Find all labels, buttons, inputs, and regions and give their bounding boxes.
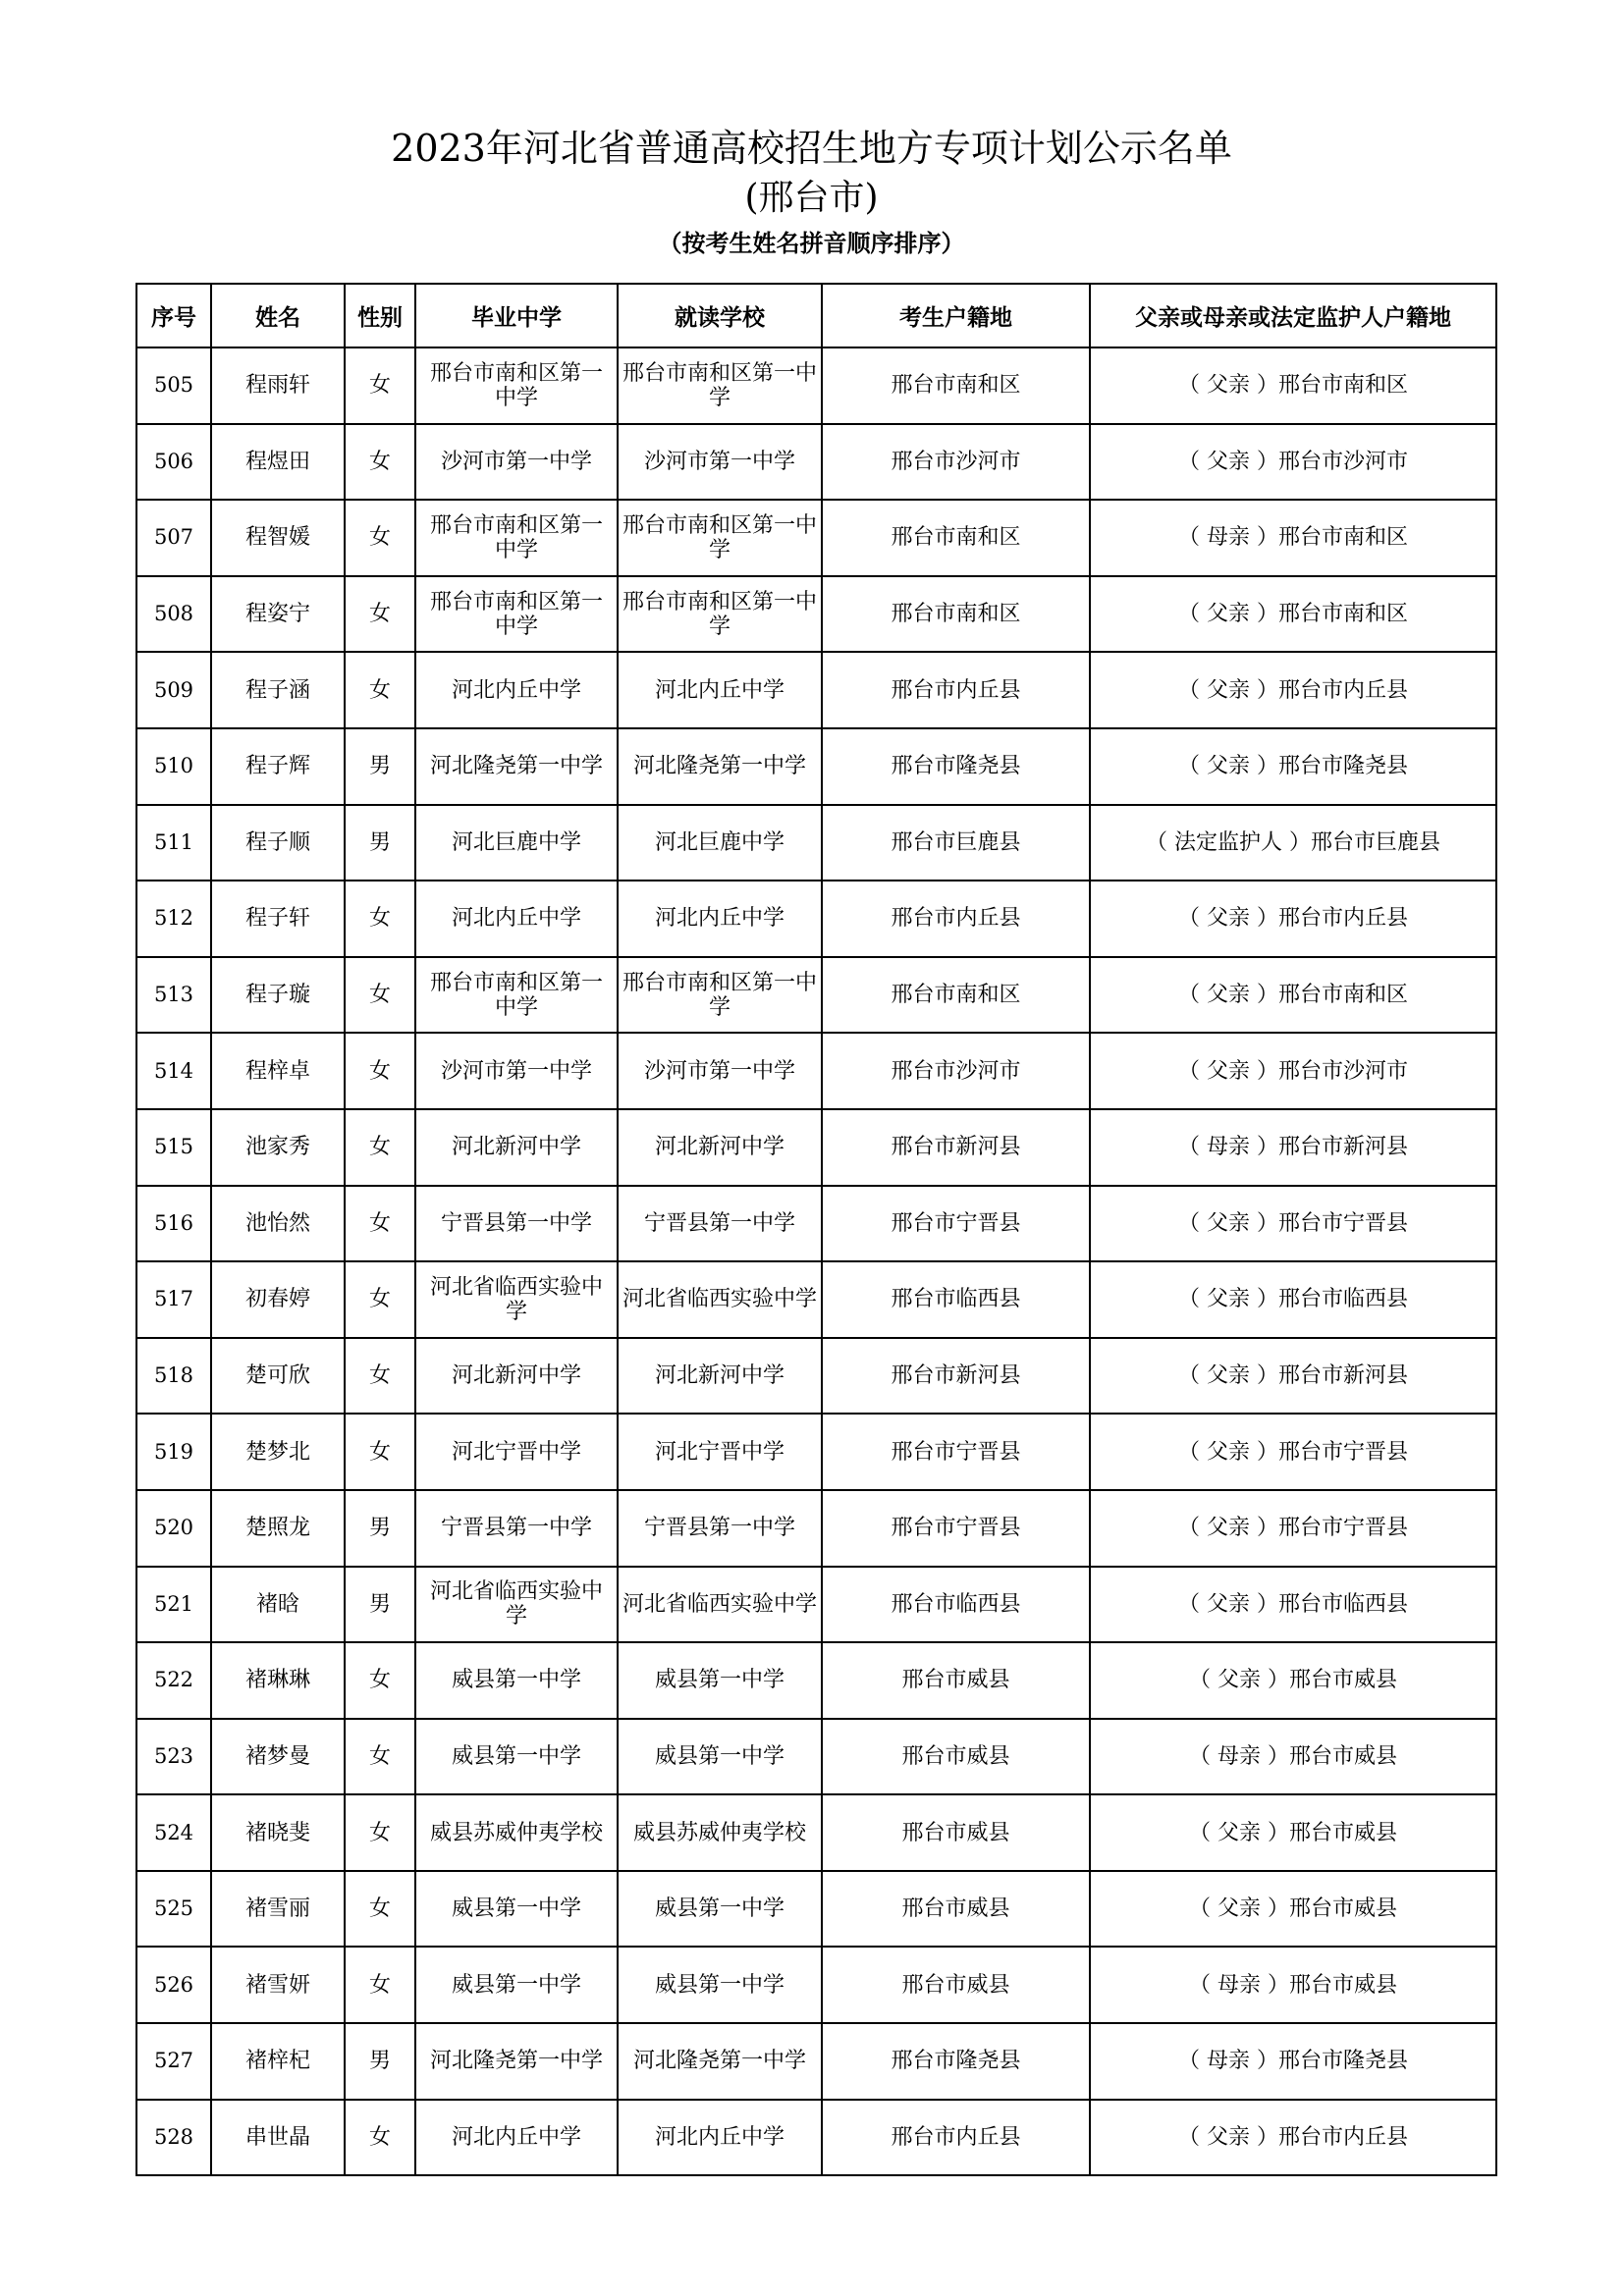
table-row xyxy=(136,1567,1496,1643)
guardian-hukou-cell: （ 父亲 ）邢台市威县 xyxy=(1090,1642,1496,1719)
graduation-school-cell: 邢台市南和区第一中学 xyxy=(415,957,618,1034)
table-row xyxy=(136,2023,1496,2100)
student-hukou-cell: 邢台市沙河市 xyxy=(822,1033,1090,1109)
serial-cell: 517 xyxy=(136,1261,211,1338)
guardian-hukou-cell: （ 母亲 ）邢台市威县 xyxy=(1090,1719,1496,1795)
table-row xyxy=(136,576,1496,653)
current-school-cell: 河北巨鹿中学 xyxy=(618,805,822,881)
graduation-school-cell: 河北新河中学 xyxy=(415,1109,618,1186)
student-hukou-cell: 邢台市新河县 xyxy=(822,1109,1090,1186)
current-school-cell: 河北隆尧第一中学 xyxy=(618,728,822,805)
table-row xyxy=(136,1871,1496,1948)
name-cell: 程子璇 xyxy=(211,957,345,1034)
graduation-school-cell: 河北省临西实验中学 xyxy=(415,1567,618,1643)
table-row xyxy=(136,2100,1496,2176)
student-hukou-cell: 邢台市南和区 xyxy=(822,347,1090,424)
table-row xyxy=(136,1033,1496,1109)
name-cell: 程子顺 xyxy=(211,805,345,881)
graduation-school-cell: 邢台市南和区第一中学 xyxy=(415,576,618,653)
current-school-cell: 威县第一中学 xyxy=(618,1642,822,1719)
student-hukou-cell: 邢台市临西县 xyxy=(822,1567,1090,1643)
current-school-cell: 邢台市南和区第一中学 xyxy=(618,500,822,576)
graduation-school-cell: 威县第一中学 xyxy=(415,1871,618,1948)
name-cell: 程煜田 xyxy=(211,424,345,501)
current-school-cell: 河北省临西实验中学 xyxy=(618,1261,822,1338)
gender-cell: 女 xyxy=(345,1794,415,1871)
graduation-school-cell: 威县第一中学 xyxy=(415,1947,618,2023)
current-school-cell: 河北隆尧第一中学 xyxy=(618,2023,822,2100)
name-cell: 程子辉 xyxy=(211,728,345,805)
graduation-school-cell: 河北隆尧第一中学 xyxy=(415,2023,618,2100)
name-cell: 程子轩 xyxy=(211,881,345,957)
gender-cell: 女 xyxy=(345,1947,415,2023)
guardian-hukou-cell: （ 父亲 ）邢台市内丘县 xyxy=(1090,652,1496,728)
student-hukou-cell: 邢台市宁晋县 xyxy=(822,1414,1090,1490)
graduation-school-cell: 河北内丘中学 xyxy=(415,652,618,728)
table-row xyxy=(136,1947,1496,2023)
serial-cell: 526 xyxy=(136,1947,211,2023)
roster-table xyxy=(135,283,1497,2176)
guardian-hukou-cell: （ 父亲 ）邢台市临西县 xyxy=(1090,1567,1496,1643)
student-hukou-cell: 邢台市临西县 xyxy=(822,1261,1090,1338)
current-school-cell: 沙河市第一中学 xyxy=(618,424,822,501)
table-body xyxy=(136,347,1496,2175)
name-cell: 程梓卓 xyxy=(211,1033,345,1109)
current-school-cell: 河北省临西实验中学 xyxy=(618,1567,822,1643)
header-cell: 序号 xyxy=(136,284,211,347)
gender-cell: 女 xyxy=(345,1261,415,1338)
student-hukou-cell: 邢台市沙河市 xyxy=(822,424,1090,501)
name-cell: 楚可欣 xyxy=(211,1338,345,1415)
name-cell: 楚梦北 xyxy=(211,1414,345,1490)
gender-cell: 男 xyxy=(345,728,415,805)
serial-cell: 511 xyxy=(136,805,211,881)
student-hukou-cell: 邢台市内丘县 xyxy=(822,652,1090,728)
header-cell: 父亲或母亲或法定监护人户籍地 xyxy=(1090,284,1496,347)
table-row xyxy=(136,347,1496,424)
page-title: 2023年河北省普通高校招生地方专项计划公示名单 xyxy=(391,127,1232,170)
student-hukou-cell: 邢台市南和区 xyxy=(822,957,1090,1034)
serial-cell: 519 xyxy=(136,1414,211,1490)
serial-cell: 522 xyxy=(136,1642,211,1719)
name-cell: 褚梦曼 xyxy=(211,1719,345,1795)
student-hukou-cell: 邢台市内丘县 xyxy=(822,2100,1090,2176)
graduation-school-cell: 沙河市第一中学 xyxy=(415,424,618,501)
guardian-hukou-cell: （ 父亲 ）邢台市南和区 xyxy=(1090,576,1496,653)
name-cell: 程子涵 xyxy=(211,652,345,728)
table-row xyxy=(136,957,1496,1034)
header-cell: 就读学校 xyxy=(618,284,822,347)
graduation-school-cell: 河北内丘中学 xyxy=(415,881,618,957)
table-row xyxy=(136,728,1496,805)
serial-cell: 515 xyxy=(136,1109,211,1186)
graduation-school-cell: 宁晋县第一中学 xyxy=(415,1186,618,1262)
serial-cell: 528 xyxy=(136,2100,211,2176)
current-school-cell: 河北内丘中学 xyxy=(618,881,822,957)
graduation-school-cell: 邢台市南和区第一中学 xyxy=(415,347,618,424)
gender-cell: 女 xyxy=(345,1719,415,1795)
name-cell: 褚雪丽 xyxy=(211,1871,345,1948)
gender-cell: 女 xyxy=(345,957,415,1034)
name-cell: 串世晶 xyxy=(211,2100,345,2176)
graduation-school-cell: 威县第一中学 xyxy=(415,1719,618,1795)
student-hukou-cell: 邢台市宁晋县 xyxy=(822,1186,1090,1262)
gender-cell: 女 xyxy=(345,576,415,653)
current-school-cell: 河北内丘中学 xyxy=(618,652,822,728)
gender-cell: 女 xyxy=(345,347,415,424)
sort-note: （按考生姓名拼音顺序排序） xyxy=(658,229,965,257)
gender-cell: 女 xyxy=(345,881,415,957)
name-cell: 褚梓杞 xyxy=(211,2023,345,2100)
graduation-school-cell: 河北新河中学 xyxy=(415,1338,618,1415)
serial-cell: 527 xyxy=(136,2023,211,2100)
student-hukou-cell: 邢台市隆尧县 xyxy=(822,2023,1090,2100)
name-cell: 褚晓斐 xyxy=(211,1794,345,1871)
gender-cell: 男 xyxy=(345,805,415,881)
table-row xyxy=(136,652,1496,728)
gender-cell: 男 xyxy=(345,1567,415,1643)
serial-cell: 513 xyxy=(136,957,211,1034)
graduation-school-cell: 宁晋县第一中学 xyxy=(415,1490,618,1567)
page-subtitle: (邢台市) xyxy=(744,178,879,218)
guardian-hukou-cell: （ 父亲 ）邢台市内丘县 xyxy=(1090,2100,1496,2176)
name-cell: 池家秀 xyxy=(211,1109,345,1186)
serial-cell: 505 xyxy=(136,347,211,424)
gender-cell: 女 xyxy=(345,1414,415,1490)
current-school-cell: 威县第一中学 xyxy=(618,1719,822,1795)
serial-cell: 506 xyxy=(136,424,211,501)
student-hukou-cell: 邢台市威县 xyxy=(822,1947,1090,2023)
student-hukou-cell: 邢台市威县 xyxy=(822,1719,1090,1795)
table-row xyxy=(136,1719,1496,1795)
name-cell: 程姿宁 xyxy=(211,576,345,653)
current-school-cell: 威县第一中学 xyxy=(618,1871,822,1948)
student-hukou-cell: 邢台市新河县 xyxy=(822,1338,1090,1415)
header-cell: 毕业中学 xyxy=(415,284,618,347)
serial-cell: 508 xyxy=(136,576,211,653)
name-cell: 楚照龙 xyxy=(211,1490,345,1567)
graduation-school-cell: 河北宁晋中学 xyxy=(415,1414,618,1490)
table-row xyxy=(136,1642,1496,1719)
guardian-hukou-cell: （ 父亲 ）邢台市隆尧县 xyxy=(1090,728,1496,805)
current-school-cell: 邢台市南和区第一中学 xyxy=(618,347,822,424)
guardian-hukou-cell: （ 母亲 ）邢台市威县 xyxy=(1090,1947,1496,2023)
current-school-cell: 河北内丘中学 xyxy=(618,2100,822,2176)
guardian-hukou-cell: （ 父亲 ）邢台市宁晋县 xyxy=(1090,1186,1496,1262)
header-cell: 性别 xyxy=(345,284,415,347)
current-school-cell: 河北新河中学 xyxy=(618,1109,822,1186)
current-school-cell: 威县第一中学 xyxy=(618,1947,822,2023)
current-school-cell: 邢台市南和区第一中学 xyxy=(618,957,822,1034)
gender-cell: 女 xyxy=(345,1186,415,1262)
student-hukou-cell: 邢台市南和区 xyxy=(822,500,1090,576)
graduation-school-cell: 河北隆尧第一中学 xyxy=(415,728,618,805)
guardian-hukou-cell: （ 母亲 ）邢台市南和区 xyxy=(1090,500,1496,576)
graduation-school-cell: 威县第一中学 xyxy=(415,1642,618,1719)
header-row xyxy=(136,284,1496,347)
table-row xyxy=(136,805,1496,881)
guardian-hukou-cell: （ 父亲 ）邢台市内丘县 xyxy=(1090,881,1496,957)
graduation-school-cell: 河北内丘中学 xyxy=(415,2100,618,2176)
name-cell: 程雨轩 xyxy=(211,347,345,424)
guardian-hukou-cell: （ 父亲 ）邢台市南和区 xyxy=(1090,347,1496,424)
table-row xyxy=(136,424,1496,501)
gender-cell: 男 xyxy=(345,2023,415,2100)
current-school-cell: 宁晋县第一中学 xyxy=(618,1186,822,1262)
student-hukou-cell: 邢台市内丘县 xyxy=(822,881,1090,957)
guardian-hukou-cell: （ 父亲 ）邢台市沙河市 xyxy=(1090,1033,1496,1109)
header-cell: 姓名 xyxy=(211,284,345,347)
graduation-school-cell: 邢台市南和区第一中学 xyxy=(415,500,618,576)
current-school-cell: 河北新河中学 xyxy=(618,1338,822,1415)
serial-cell: 512 xyxy=(136,881,211,957)
guardian-hukou-cell: （ 父亲 ）邢台市南和区 xyxy=(1090,957,1496,1034)
guardian-hukou-cell: （ 父亲 ）邢台市新河县 xyxy=(1090,1338,1496,1415)
graduation-school-cell: 河北巨鹿中学 xyxy=(415,805,618,881)
current-school-cell: 威县苏威仲夷学校 xyxy=(618,1794,822,1871)
guardian-hukou-cell: （ 法定监护人 ）邢台市巨鹿县 xyxy=(1090,805,1496,881)
name-cell: 初春婷 xyxy=(211,1261,345,1338)
graduation-school-cell: 河北省临西实验中学 xyxy=(415,1261,618,1338)
gender-cell: 女 xyxy=(345,652,415,728)
current-school-cell: 邢台市南和区第一中学 xyxy=(618,576,822,653)
gender-cell: 女 xyxy=(345,1033,415,1109)
name-cell: 褚晗 xyxy=(211,1567,345,1643)
table-row xyxy=(136,500,1496,576)
guardian-hukou-cell: （ 母亲 ）邢台市新河县 xyxy=(1090,1109,1496,1186)
serial-cell: 523 xyxy=(136,1719,211,1795)
serial-cell: 525 xyxy=(136,1871,211,1948)
guardian-hukou-cell: （ 母亲 ）邢台市隆尧县 xyxy=(1090,2023,1496,2100)
table-row xyxy=(136,1794,1496,1871)
graduation-school-cell: 威县苏威仲夷学校 xyxy=(415,1794,618,1871)
gender-cell: 女 xyxy=(345,424,415,501)
table-row xyxy=(136,1261,1496,1338)
gender-cell: 男 xyxy=(345,1490,415,1567)
guardian-hukou-cell: （ 父亲 ）邢台市威县 xyxy=(1090,1871,1496,1948)
student-hukou-cell: 邢台市巨鹿县 xyxy=(822,805,1090,881)
serial-cell: 509 xyxy=(136,652,211,728)
gender-cell: 女 xyxy=(345,1109,415,1186)
gender-cell: 女 xyxy=(345,2100,415,2176)
name-cell: 褚雪妍 xyxy=(211,1947,345,2023)
name-cell: 程智媛 xyxy=(211,500,345,576)
serial-cell: 510 xyxy=(136,728,211,805)
student-hukou-cell: 邢台市隆尧县 xyxy=(822,728,1090,805)
serial-cell: 520 xyxy=(136,1490,211,1567)
guardian-hukou-cell: （ 父亲 ）邢台市宁晋县 xyxy=(1090,1490,1496,1567)
serial-cell: 524 xyxy=(136,1794,211,1871)
serial-cell: 516 xyxy=(136,1186,211,1262)
guardian-hukou-cell: （ 父亲 ）邢台市宁晋县 xyxy=(1090,1414,1496,1490)
serial-cell: 521 xyxy=(136,1567,211,1643)
serial-cell: 514 xyxy=(136,1033,211,1109)
graduation-school-cell: 沙河市第一中学 xyxy=(415,1033,618,1109)
student-hukou-cell: 邢台市威县 xyxy=(822,1794,1090,1871)
gender-cell: 女 xyxy=(345,1338,415,1415)
table-row xyxy=(136,881,1496,957)
table-row xyxy=(136,1490,1496,1567)
table-row xyxy=(136,1338,1496,1415)
name-cell: 池怡然 xyxy=(211,1186,345,1262)
table-row xyxy=(136,1109,1496,1186)
current-school-cell: 沙河市第一中学 xyxy=(618,1033,822,1109)
gender-cell: 女 xyxy=(345,1642,415,1719)
serial-cell: 518 xyxy=(136,1338,211,1415)
gender-cell: 女 xyxy=(345,1871,415,1948)
gender-cell: 女 xyxy=(345,500,415,576)
guardian-hukou-cell: （ 父亲 ）邢台市临西县 xyxy=(1090,1261,1496,1338)
current-school-cell: 河北宁晋中学 xyxy=(618,1414,822,1490)
serial-cell: 507 xyxy=(136,500,211,576)
guardian-hukou-cell: （ 父亲 ）邢台市威县 xyxy=(1090,1794,1496,1871)
name-cell: 褚琳琳 xyxy=(211,1642,345,1719)
header-cell: 考生户籍地 xyxy=(822,284,1090,347)
student-hukou-cell: 邢台市威县 xyxy=(822,1871,1090,1948)
student-hukou-cell: 邢台市宁晋县 xyxy=(822,1490,1090,1567)
student-hukou-cell: 邢台市威县 xyxy=(822,1642,1090,1719)
table-row xyxy=(136,1186,1496,1262)
student-hukou-cell: 邢台市南和区 xyxy=(822,576,1090,653)
table-row xyxy=(136,1414,1496,1490)
guardian-hukou-cell: （ 父亲 ）邢台市沙河市 xyxy=(1090,424,1496,501)
current-school-cell: 宁晋县第一中学 xyxy=(618,1490,822,1567)
